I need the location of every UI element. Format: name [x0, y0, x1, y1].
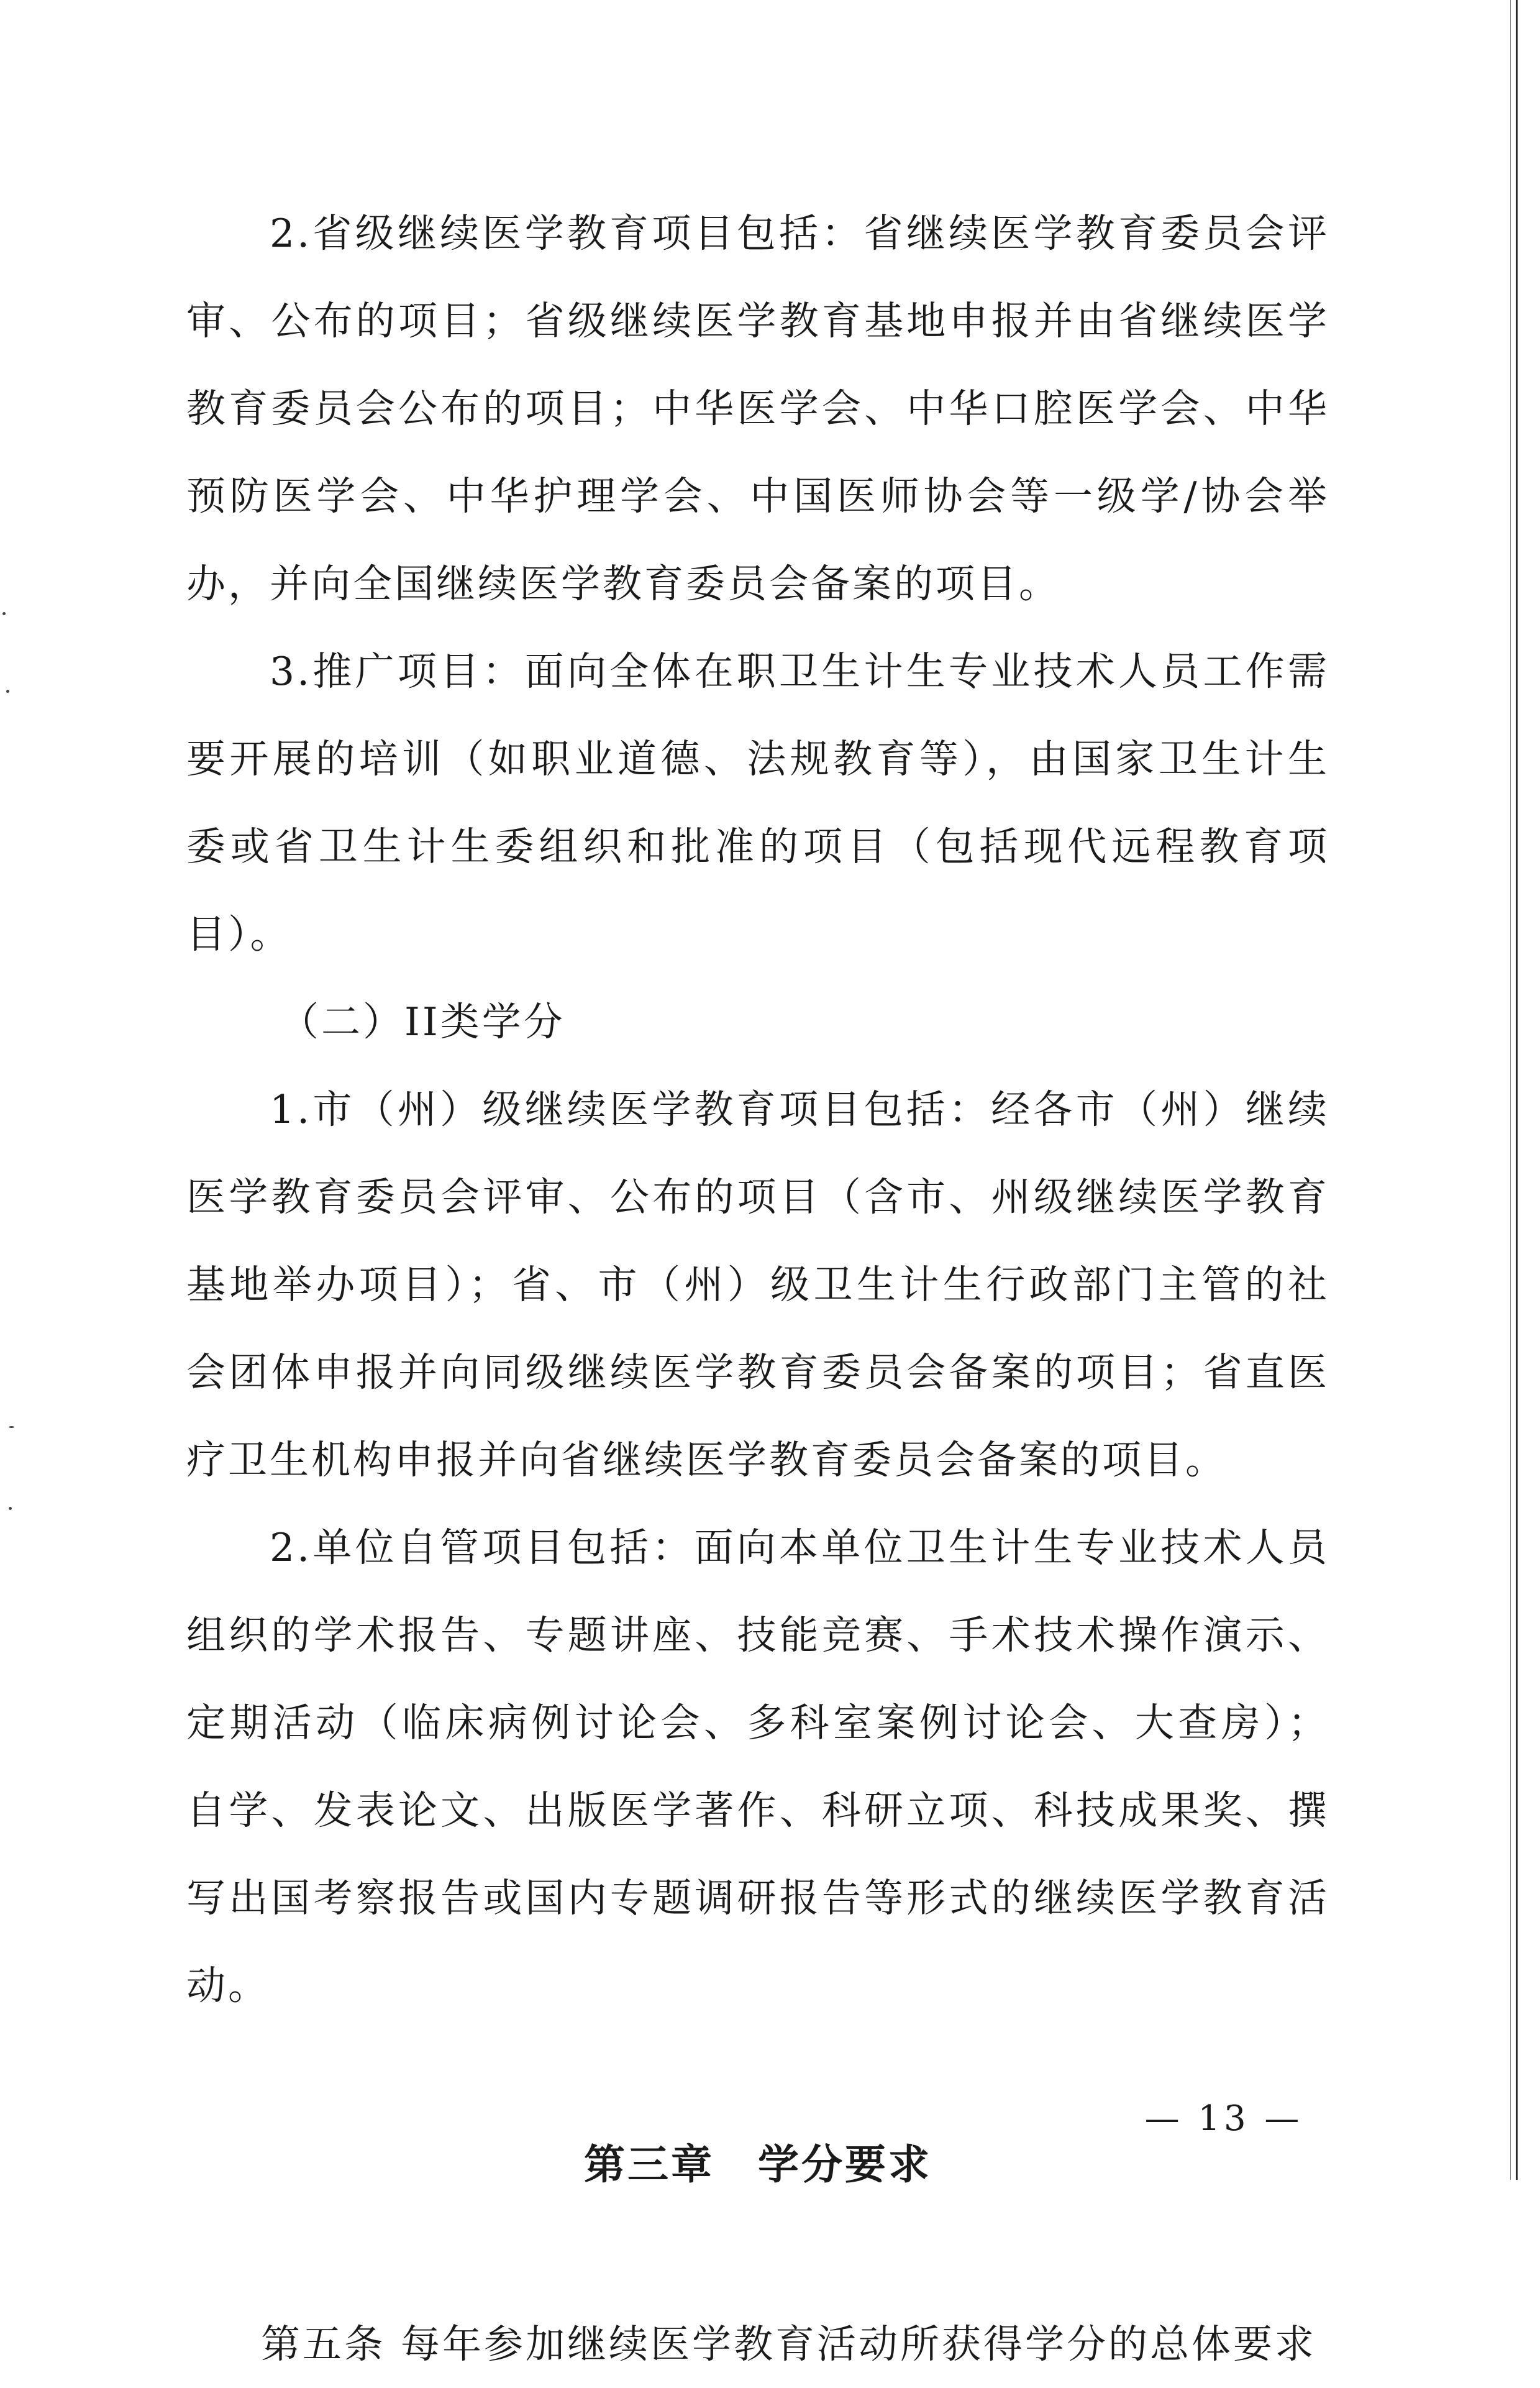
scan-edge-line	[1516, 0, 1518, 2180]
scan-speck	[6, 690, 9, 693]
scan-speck	[2, 612, 6, 615]
scan-speck	[9, 1507, 12, 1510]
paragraph-unit-managed-projects: 2.单位自管项目包括：面向本单位卫生计生专业技术人员组织的学术报告、专题讲座、技能竞赛、手术技术操作演示、定期活动（临床病例讨论会、多科室案例讨论会、大查房）；自学、发表论文、出版医学著作、科研立项、科技成果奖、撰写出国考察报告或国内专题调研报告等形式的继续医学教育活动。	[186, 1525, 1329, 2008]
article-five: 第五条 每年参加继续医学教育活动所获得学分的总体要求	[261, 2322, 1317, 2367]
section-heading-class-ii-credits: （二）II类学分	[280, 999, 565, 1045]
chapter-heading: 第三章 学分要求	[584, 2141, 932, 2189]
paragraph-promotion-projects: 3.推广项目：面向全体在职卫生计生专业技术人员工作需要开展的培训（如职业道德、法规教育等），由国家卫生计生委或省卫生计生委组织和批准的项目（包括现代远程教育项目）。	[186, 649, 1329, 957]
scan-edge-line-faint	[1510, 0, 1511, 2180]
paragraph-city-projects: 1.市（州）级继续医学教育项目包括：经各市（州）继续医学教育委员会评审、公布的项目（含市、州级继续医学教育基地举办项目）；省、市（州）级卫生计生行政部门主管的社会团体申报并向同级继续医学教育委员会备案的项目；省直医疗卫生机构申报并向省继续医学教育委员会备案的项目。	[186, 1087, 1329, 1483]
document-body	[186, 190, 1329, 2388]
scan-speck	[9, 1426, 14, 1428]
paragraph-provincial-projects: 2.省级继续医学教育项目包括：省继续医学教育委员会评审、公布的项目；省级继续医学教育基地申报并由省继续医学教育委员会公布的项目；中华医学会、中华口腔医学会、中华预防医学会、中华护理学会、中国医师协会等一级学/协会举办，并向全国继续医学教育委员会备案的项目。	[186, 211, 1329, 606]
page-number: — 13 —	[1144, 2098, 1303, 2139]
